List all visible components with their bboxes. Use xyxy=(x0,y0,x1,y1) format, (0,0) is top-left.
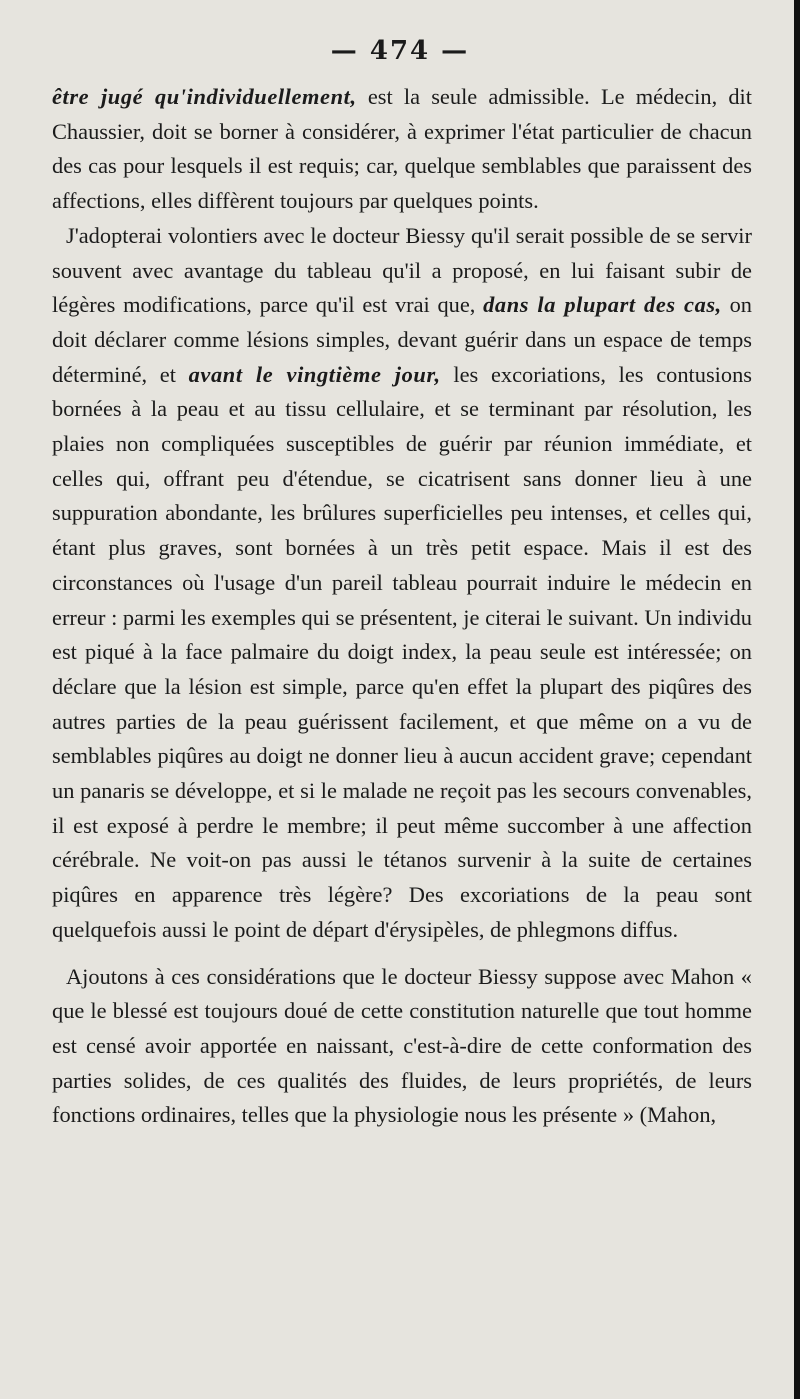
paragraph xyxy=(52,219,752,948)
text-run: Ajoutons à ces considérations que le docteur Biessy suppose avec Mahon « que le blessé est toujours doué de cette constitution naturelle que tout homme est censé avoir apportée en naissant, c'est-à-dire de cette conformation des parties solides, de ces qualités des fluides, de leurs propriétés, de leurs fonctions ordinaires, telles que la physiologie nous les présente » (Mahon, xyxy=(52,963,752,1128)
italic-phrase: avant le vingtième jour, xyxy=(188,361,441,387)
text-run: on doit déclarer comme lésions simples, devant guérir dans un espace de temps déterminé, et xyxy=(52,292,752,387)
body-text xyxy=(52,80,752,1133)
text-run: J'adopterai volontiers avec le docteur Biessy qu'il serait possible de se servir souvent avec avantage du tableau qu'il a proposé, en lui faisant subir de légères modifications, parce qu'il est vrai que, xyxy=(52,222,752,318)
italic-phrase: dans la plupart des cas, xyxy=(483,292,722,318)
text-run: les excoriations, les contusions bornées à la peau et au tissu cellulaire, et se terminant par résolution, les plaies non compliquées susceptibles de guérir par réunion immédiate, et celles qui, offrant peu d'étendue, se cicatrisent sans donner lieu à une suppuration abondante, les brûlures superficielles peu intenses, et celles qui, étant plus graves, sont bornées à un très petit espace. Mais il est des circonstances où l'usage d'un pareil tableau pourrait induire le médecin en erreur : parmi les exemples qui se présentent, je citerai le suivant. Un individu est piqué à la face palmaire du doigt index, la peau seule est intéressée; on déclare que la lésion est simple, parce qu'en effet la plupart des piqûres des autres parties de la peau guérissent facilement, et que même on a vu de semblables piqûres au doigt ne donner lieu à aucun accident grave; cependant un panaris se développe, et si le malade ne reçoit pas les secours convenables, il est exposé à perdre le membre; il peut même succomber à une affection cérébrale. Ne voit-on pas aussi le tétanos survenir à la suite de certaines piqûres en apparence très légère? Des excoriations de la peau sont quelquefois aussi le point de départ d'érysipèles, de phlegmons diffus. xyxy=(52,361,752,942)
text-run: est la seule admissible. Le médecin, dit Chaussier, doit se borner à considérer, à exprimer l'état particulier de chacun des cas pour lesquels il est requis; car, quelque semblables que paraissent des affections, elles diffèrent toujours par quelques points. xyxy=(52,84,752,214)
paragraph xyxy=(52,960,752,1134)
page-edge-shadow xyxy=(794,0,800,1399)
italic-phrase: être jugé qu'individuellement, xyxy=(52,84,357,109)
paragraph xyxy=(52,80,752,219)
page-number: — 474 — xyxy=(330,36,470,66)
